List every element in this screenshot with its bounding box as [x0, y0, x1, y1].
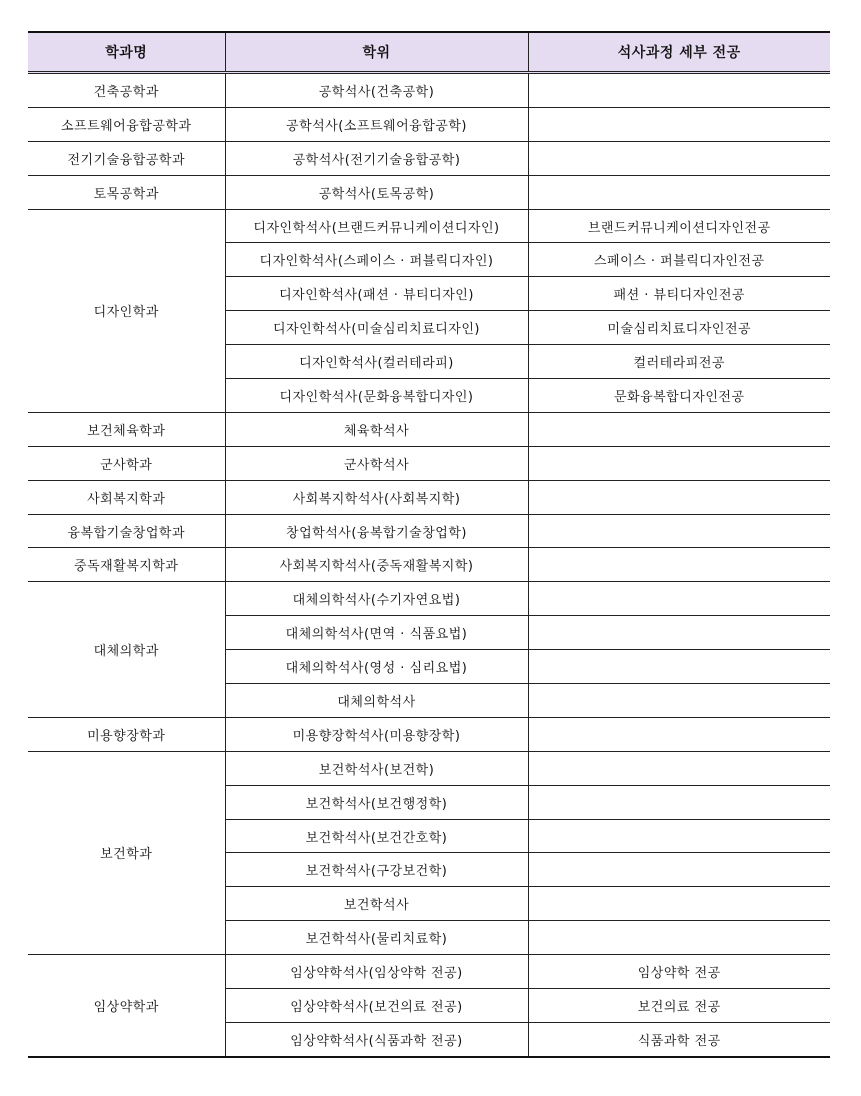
table-row [28, 73, 830, 108]
major-cell [528, 684, 830, 718]
major-cell [528, 412, 830, 446]
degree-cell: 군사학석사 [225, 446, 528, 480]
degree-cell: 공학석사(건축공학) [225, 73, 528, 108]
major-cell: 컬러테라피전공 [528, 345, 830, 379]
table-body [28, 73, 830, 1057]
degree-cell: 사회복지학석사(사회복지학) [225, 480, 528, 514]
department-cell: 디자인학과 [28, 209, 225, 412]
major-cell [528, 514, 830, 548]
degree-cell: 창업학석사(융복합기술창업학) [225, 514, 528, 548]
department-cell: 보건학과 [28, 751, 225, 954]
degree-cell: 대체의학석사 [225, 684, 528, 718]
degree-table [28, 31, 830, 1058]
major-cell [528, 921, 830, 955]
department-cell: 보건체육학과 [28, 412, 225, 446]
degree-cell: 보건학석사(물리치료학) [225, 921, 528, 955]
major-cell: 브랜드커뮤니케이션디자인전공 [528, 209, 830, 243]
department-cell: 임상약학과 [28, 955, 225, 1057]
table-row [28, 717, 830, 751]
table-row [28, 412, 830, 446]
major-cell [528, 751, 830, 785]
department-cell: 전기기술융합공학과 [28, 141, 225, 175]
major-cell [528, 853, 830, 887]
degree-cell: 보건학석사 [225, 887, 528, 921]
degree-cell: 디자인학석사(패션 · 뷰티디자인) [225, 277, 528, 311]
major-cell [528, 73, 830, 108]
department-cell: 건축공학과 [28, 73, 225, 108]
major-cell [528, 785, 830, 819]
degree-cell: 디자인학석사(미술심리치료디자인) [225, 311, 528, 345]
major-cell [528, 107, 830, 141]
degree-cell: 디자인학석사(컬러테라피) [225, 345, 528, 379]
table-row [28, 175, 830, 209]
degree-cell: 사회복지학석사(중독재활복지학) [225, 548, 528, 582]
department-cell: 대체의학과 [28, 582, 225, 718]
header-row [28, 32, 830, 73]
degree-cell: 임상약학석사(보건의료 전공) [225, 989, 528, 1023]
degree-cell: 공학석사(토목공학) [225, 175, 528, 209]
major-cell: 미술심리치료디자인전공 [528, 311, 830, 345]
degree-cell: 디자인학석사(스페이스 · 퍼블릭디자인) [225, 243, 528, 277]
table-row [28, 209, 830, 243]
major-cell: 보건의료 전공 [528, 989, 830, 1023]
degree-cell: 디자인학석사(문화융복합디자인) [225, 379, 528, 413]
department-cell: 미용향장학과 [28, 717, 225, 751]
degree-cell: 대체의학석사(면역 · 식품요법) [225, 616, 528, 650]
degree-cell: 대체의학석사(수기자연요법) [225, 582, 528, 616]
degree-cell: 디자인학석사(브랜드커뮤니케이션디자인) [225, 209, 528, 243]
table-row [28, 141, 830, 175]
header-department: 학과명 [28, 32, 225, 73]
major-cell [528, 717, 830, 751]
major-cell [528, 175, 830, 209]
major-cell [528, 650, 830, 684]
degree-cell: 보건학석사(구강보건학) [225, 853, 528, 887]
table-row [28, 548, 830, 582]
major-cell: 패션 · 뷰티디자인전공 [528, 277, 830, 311]
table-row [28, 480, 830, 514]
major-cell [528, 446, 830, 480]
degree-cell: 공학석사(소프트웨어융합공학) [225, 107, 528, 141]
degree-cell: 임상약학석사(식품과학 전공) [225, 1022, 528, 1056]
table-row [28, 107, 830, 141]
header-major: 석사과정 세부 전공 [528, 32, 830, 73]
department-cell: 군사학과 [28, 446, 225, 480]
major-cell [528, 616, 830, 650]
degree-cell: 체육학석사 [225, 412, 528, 446]
major-cell [528, 480, 830, 514]
table-row [28, 446, 830, 480]
major-cell [528, 819, 830, 853]
major-cell: 임상약학 전공 [528, 955, 830, 989]
degree-cell: 대체의학석사(영성 · 심리요법) [225, 650, 528, 684]
major-cell: 스페이스 · 퍼블릭디자인전공 [528, 243, 830, 277]
table-row [28, 955, 830, 989]
degree-cell: 공학석사(전기기술융합공학) [225, 141, 528, 175]
major-cell: 식품과학 전공 [528, 1022, 830, 1056]
header-degree: 학위 [225, 32, 528, 73]
department-cell: 소프트웨어융합공학과 [28, 107, 225, 141]
department-cell: 융복합기술창업학과 [28, 514, 225, 548]
major-cell [528, 548, 830, 582]
degree-cell: 보건학석사(보건학) [225, 751, 528, 785]
department-cell: 토목공학과 [28, 175, 225, 209]
degree-cell: 미용향장학석사(미용향장학) [225, 717, 528, 751]
major-cell [528, 141, 830, 175]
table-row [28, 582, 830, 616]
table-row [28, 514, 830, 548]
department-cell: 중독재활복지학과 [28, 548, 225, 582]
department-cell: 사회복지학과 [28, 480, 225, 514]
degree-cell: 보건학석사(보건행정학) [225, 785, 528, 819]
table-row [28, 751, 830, 785]
degree-cell: 임상약학석사(임상약학 전공) [225, 955, 528, 989]
degree-cell: 보건학석사(보건간호학) [225, 819, 528, 853]
major-cell: 문화융복합디자인전공 [528, 379, 830, 413]
major-cell [528, 887, 830, 921]
major-cell [528, 582, 830, 616]
